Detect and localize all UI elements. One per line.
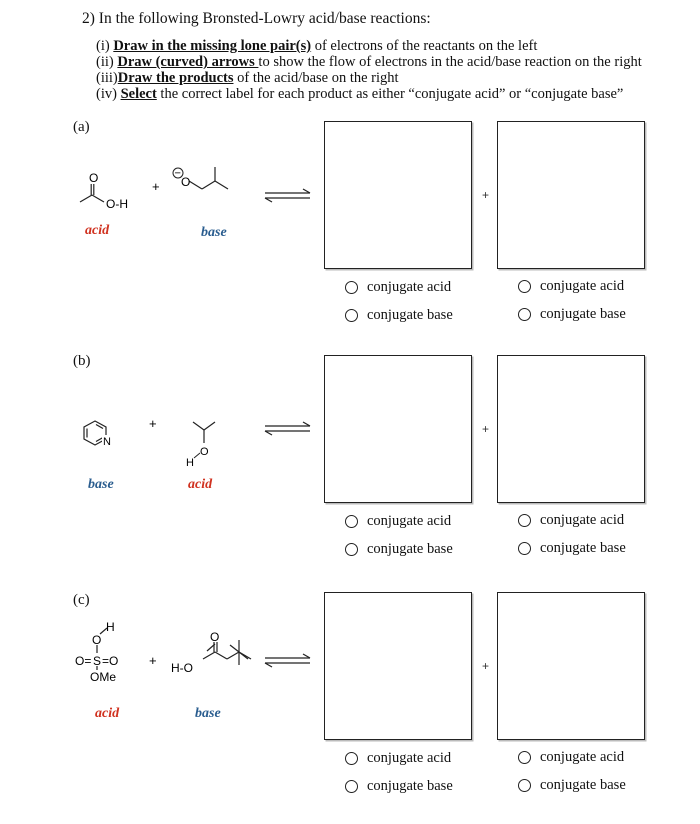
instruction-4: (iv) Select the correct label for each product as either “conjugate acid” or “conjugate base”	[96, 86, 624, 102]
a-p1-conjugate-base[interactable]: conjugate base	[345, 307, 453, 324]
c-hydrogen: H	[106, 620, 115, 634]
radio-icon[interactable]	[518, 514, 531, 527]
a-p2-conjugate-base[interactable]: conjugate base	[518, 306, 626, 323]
radio-icon[interactable]	[345, 515, 358, 528]
b-product-box-1[interactable]	[324, 355, 472, 503]
c-reactant2-role: base	[195, 706, 221, 721]
c-p1-conjugate-base[interactable]: conjugate base	[345, 778, 453, 795]
part-b-reactants	[60, 405, 360, 475]
b-p1-conjugate-base[interactable]: conjugate base	[345, 541, 453, 558]
b-plus: +	[149, 416, 157, 431]
c-hydroxyl: H-O	[171, 661, 193, 675]
instruction-2: (ii) Draw (curved) arrows to show the flow of electrons in the acid/base reaction on the right	[96, 54, 642, 70]
c-product-box-1[interactable]	[324, 592, 472, 740]
radio-icon[interactable]	[345, 543, 358, 556]
part-a-reactants	[60, 160, 360, 220]
radio-icon[interactable]	[518, 779, 531, 792]
a-product-plus: +	[482, 188, 490, 202]
radio-icon[interactable]	[345, 752, 358, 765]
radio-icon[interactable]	[518, 751, 531, 764]
a-carbonyl-o: O	[89, 171, 99, 185]
a-product-box-2[interactable]	[497, 121, 645, 269]
a-alkoxide-o: O	[181, 175, 191, 189]
part-a-label: (a)	[73, 119, 90, 135]
c-carbonyl-o: O	[210, 630, 220, 644]
a-reactant1-role: acid	[85, 223, 110, 238]
c-plus: +	[149, 653, 157, 668]
c-o-top: O	[92, 633, 102, 647]
b-hydrogen: H	[186, 457, 194, 469]
c-p2-conjugate-base[interactable]: conjugate base	[518, 777, 626, 794]
radio-icon[interactable]	[518, 280, 531, 293]
c-p2-conjugate-acid[interactable]: conjugate acid	[518, 749, 624, 766]
c-o-right: =O	[102, 654, 119, 668]
a-plus: +	[152, 179, 160, 194]
b-p2-conjugate-acid[interactable]: conjugate acid	[518, 512, 624, 529]
a-p2-conjugate-acid[interactable]: conjugate acid	[518, 278, 624, 295]
c-product-plus: +	[482, 659, 490, 673]
b-reactant2-role: acid	[188, 477, 213, 492]
c-methoxy: OMe	[90, 670, 117, 684]
c-p1-conjugate-acid[interactable]: conjugate acid	[345, 750, 451, 767]
c-o-left: O=	[75, 654, 92, 668]
a-product-box-1[interactable]	[324, 121, 472, 269]
b-p1-conjugate-acid[interactable]: conjugate acid	[345, 513, 451, 530]
c-product-box-2[interactable]	[497, 592, 645, 740]
question-title: 2) In the following Bronsted-Lowry acid/base reactions:	[82, 10, 431, 27]
b-nitrogen: N	[103, 436, 111, 448]
c-reactant1-role: acid	[95, 706, 120, 721]
part-c-reactants	[60, 615, 360, 695]
b-product-box-2[interactable]	[497, 355, 645, 503]
a-negative-charge: −	[174, 167, 181, 180]
instruction-1: (i) Draw in the missing lone pair(s) of electrons of the reactants on the left	[96, 38, 538, 54]
b-reactant1-role: base	[88, 477, 114, 492]
radio-icon[interactable]	[518, 542, 531, 555]
part-c-label: (c)	[73, 592, 90, 608]
radio-icon[interactable]	[345, 309, 358, 322]
c-sulfur: S	[93, 654, 102, 668]
a-p1-conjugate-acid[interactable]: conjugate acid	[345, 279, 451, 296]
instruction-3: (iii)Draw the products of the acid/base on the right	[96, 70, 399, 86]
radio-icon[interactable]	[345, 780, 358, 793]
b-oxygen: O	[200, 446, 209, 458]
a-reactant2-role: base	[201, 225, 227, 240]
b-p2-conjugate-base[interactable]: conjugate base	[518, 540, 626, 557]
b-product-plus: +	[482, 422, 490, 436]
part-b-label: (b)	[73, 353, 91, 369]
radio-icon[interactable]	[518, 308, 531, 321]
radio-icon[interactable]	[345, 281, 358, 294]
a-hydroxyl: O-H	[106, 197, 128, 211]
